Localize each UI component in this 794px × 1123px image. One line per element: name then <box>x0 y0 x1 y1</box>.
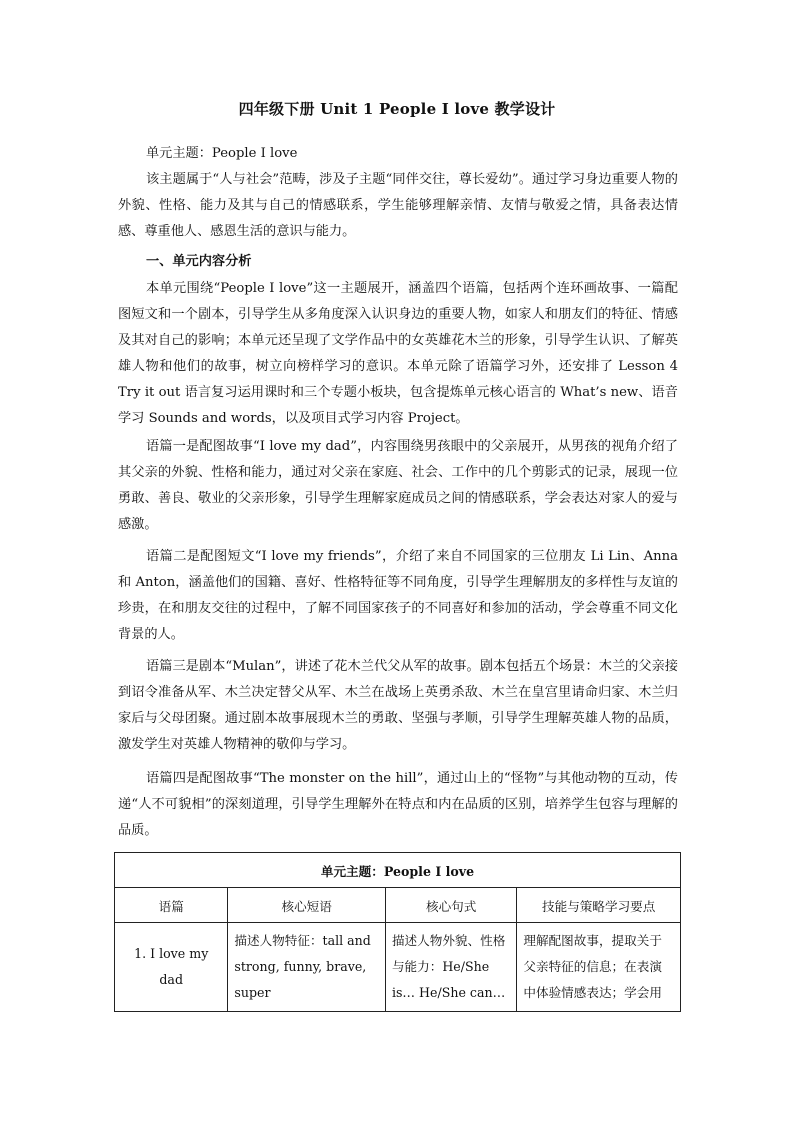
paragraph-text-two: 语篇二是配图短文“I love my friends”，介绍了来自不同国家的三位朋友 Li Lin、Anna 和 Anton，涵盖他们的国籍、喜好、性格特征等不同角度，引导学生理解朋友的多样性与友谊的珍贵，在和朋友交往的过程中，了解不同国家孩子的不同喜好和参加的活动，学会尊重不同文化背景的人。 <box>118 549 678 642</box>
table-row <box>115 923 681 1012</box>
table-cell-text: 1. I love my dad <box>115 923 228 1012</box>
table-header-text: 语篇 <box>115 888 228 923</box>
section-heading: 一、单元内容分析 <box>146 254 252 269</box>
table-header-phrases: 核心短语 <box>228 888 386 923</box>
paragraph-text-one: 语篇一是配图故事“I love my dad”，内容围绕男孩眼中的父亲展开，从男孩的视角介绍了其父亲的外貌、性格和能力，通过对父亲在家庭、社会、工作中的几个剪影式的记录，展现一位勇敢、善良、敬业的父亲形象，引导学生理解家庭成员之间的情感联系，学会表达对家人的爱与感激。 <box>118 439 678 532</box>
unit-theme-line: 单元主题：People I love <box>146 146 298 161</box>
table-cell-phrases: 描述人物特征：tall and strong, funny, brave, super <box>228 923 386 1012</box>
table-header-skills: 技能与策略学习要点 <box>517 888 681 923</box>
table-theme-cell: 单元主题：People I love <box>115 853 681 888</box>
unit-table <box>114 852 681 1012</box>
intro-paragraph: 该主题属于“人与社会”范畴，涉及子主题“同伴交往，尊长爱幼”。通过学习身边重要人物的外貌、性格、能力及其与自己的情感联系，学生能够理解亲情、友情与敬爱之情，具备表达情感、尊重他人、感恩生活的意识与能力。 <box>118 172 678 239</box>
document-title: 四年级下册 Unit 1 People I love 教学设计 <box>238 100 556 118</box>
table-header-sentences: 核心句式 <box>385 888 516 923</box>
paragraph-text-four: 语篇四是配图故事“The monster on the hill”，通过山上的“怪物”与其他动物的互动，传递“人不可貌相”的深刻道理，引导学生理解外在特点和内在品质的区别，培养学生包容与理解的品质。 <box>118 771 678 838</box>
paragraph-text-three: 语篇三是剧本“Mulan”，讲述了花木兰代父从军的故事。剧本包括五个场景：木兰的父亲接到诏令准备从军、木兰决定替父从军、木兰在战场上英勇杀敌、木兰在皇宫里请命归家、木兰归家后与父母团聚。通过剧本故事展现木兰的勇敢、坚强与孝顺，引导学生理解英雄人物的品质，激发学生对英雄人物精神的敬仰与学习。 <box>118 659 678 752</box>
paragraph-unit-overview: 本单元围绕“People I love”这一主题展开，涵盖四个语篇，包括两个连环画故事、一篇配图短文和一个剧本，引导学生从多角度深入认识身边的重要人物，如家人和朋友们的特征、情感及其对自己的影响；本单元还呈现了文学作品中的女英雄花木兰的形象，引导学生认识、了解英雄人物和他们的故事，树立向榜样学习的意识。本单元除了语篇学习外，还安排了 Lesson 4 Try it out 语言复习运用课时和三个专题小板块，包含提炼单元核心语言的 What’s new、语音学习 Sounds and words，以及项目式学习内容 Project。 <box>118 281 678 426</box>
table-cell-sentences: 描述人物外貌、性格与能力：He/She is… He/She can… <box>385 923 516 1012</box>
table-cell-skills: 理解配图故事，提取关于父亲特征的信息；在表演中体验情感表达；学会用 <box>517 923 681 1012</box>
